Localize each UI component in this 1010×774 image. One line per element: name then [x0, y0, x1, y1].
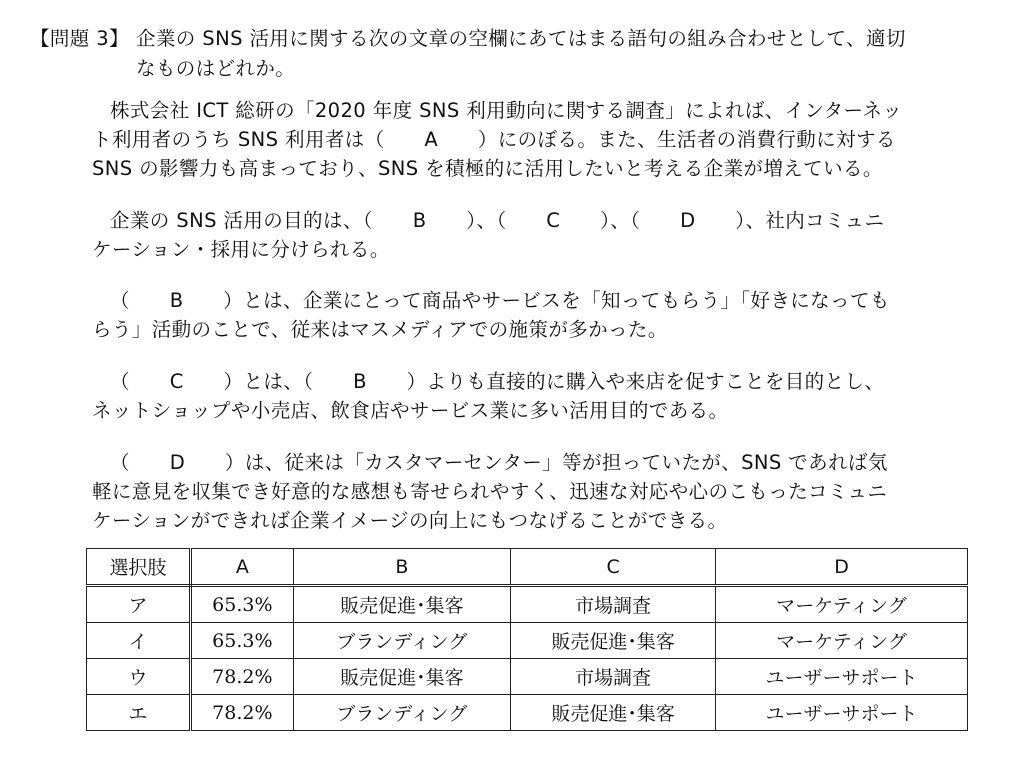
header-choice: 選択肢: [87, 549, 191, 586]
header-c: C: [511, 549, 716, 586]
cell-a: 65.3%: [191, 586, 294, 623]
question-text-line-1: 企業の SNS 活用に関する次の文章の空欄にあてはまる語句の組み合わせとして、適切: [136, 27, 906, 50]
passage-line: 軽に意見を収集でき好意的な感想も寄せられやすく、迅速な対応や心のこもったコミュニ: [92, 480, 888, 503]
cell-b: ブランディング: [293, 695, 510, 731]
passage-line: ネットショップや小売店、飲食店やサービス業に多い活用目的である。: [92, 399, 729, 422]
table-row: [87, 695, 968, 731]
table-row: [87, 659, 968, 695]
header-a: A: [191, 549, 294, 586]
answer-choices-table: [86, 548, 968, 731]
cell-a: 78.2%: [191, 659, 294, 695]
passage-line: （ B ）とは、企業にとって商品やサービスを「知ってもらう」「好きになっても: [110, 289, 890, 312]
cell-c: 販売促進･集客: [511, 695, 716, 731]
cell-d: マーケティング: [716, 623, 968, 659]
cell-c: 販売促進･集客: [511, 623, 716, 659]
cell-d: マーケティング: [716, 586, 968, 623]
choice-label: エ: [87, 695, 191, 731]
passage-line: SNS の影響力も高まっており、SNS を積極的に活用したいと考える企業が増えている。: [92, 157, 883, 180]
header-b: B: [293, 549, 510, 586]
choice-label: イ: [87, 623, 191, 659]
passage-line: らう」活動のことで、従来はマスメディアでの施策が多かった。: [92, 318, 668, 341]
choice-label: ウ: [87, 659, 191, 695]
cell-b: 販売促進･集客: [293, 659, 510, 695]
cell-c: 市場調査: [511, 659, 716, 695]
cell-d: ユーザーサポート: [716, 659, 968, 695]
passage-line: ケーションができれば企業イメージの向上にもつなげることができる。: [92, 509, 728, 532]
choice-label: ア: [87, 586, 191, 623]
cell-a: 78.2%: [191, 695, 294, 731]
passage-line: 企業の SNS 活用の目的は、（ B ）、（ C ）、（ D ）、社内コミュニ: [110, 209, 885, 232]
question-label: 【問題 3】: [30, 27, 130, 50]
question-text-line-2: なものはどれか。: [136, 57, 296, 80]
cell-c: 市場調査: [511, 586, 716, 623]
passage-line: ケーション・採用に分けられる。: [92, 238, 390, 261]
cell-a: 65.3%: [191, 623, 294, 659]
cell-b: 販売促進･集客: [293, 586, 510, 623]
passage-line: （ C ）とは、（ B ）よりも直接的に購入や来店を促すことを目的とし、: [110, 370, 885, 393]
passage-line: （ D ）は、従来は「カスタマーセンター」等が担っていたが、SNS であれば気: [110, 451, 888, 474]
table-row: [87, 623, 968, 659]
passage-line: 株式会社 ICT 総研の「2020 年度 SNS 利用動向に関する調査」によれば、インターネッ: [110, 99, 903, 122]
header-d: D: [716, 549, 968, 586]
table-row: [87, 586, 968, 623]
passage-line: ト利用者のうち SNS 利用者は（ A ）にのぼる。また、生活者の消費行動に対する: [92, 128, 896, 151]
table-header-row: [87, 549, 968, 586]
cell-b: ブランディング: [293, 623, 510, 659]
cell-d: ユーザーサポート: [716, 695, 968, 731]
